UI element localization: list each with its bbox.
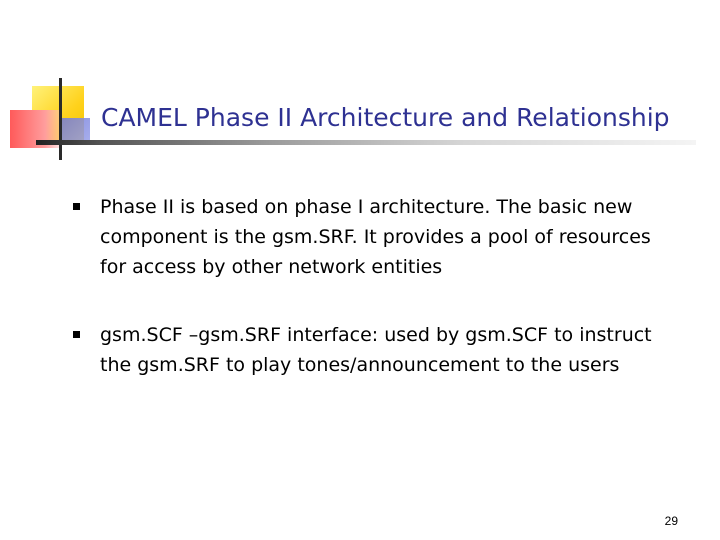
page-number: 29 [664, 514, 678, 528]
slide-title: CAMEL Phase II Architecture and Relationship [101, 103, 670, 132]
square-bullet-icon [73, 331, 80, 338]
decorative-vertical-line [59, 78, 62, 160]
bullet-list [70, 192, 670, 418]
bullet-item [70, 192, 670, 282]
bullet-item [70, 320, 670, 380]
square-bullet-icon [73, 203, 80, 210]
bullet-text: gsm.SCF –gsm.SRF interface: used by gsm.SCF to instruct the gsm.SRF to play tones/announcement to the users [100, 324, 652, 376]
title-underline [36, 140, 696, 145]
bullet-text: Phase II is based on phase I architecture. The basic new component is the gsm.SRF. It provides a pool of resources for access by other network entities [100, 196, 651, 278]
